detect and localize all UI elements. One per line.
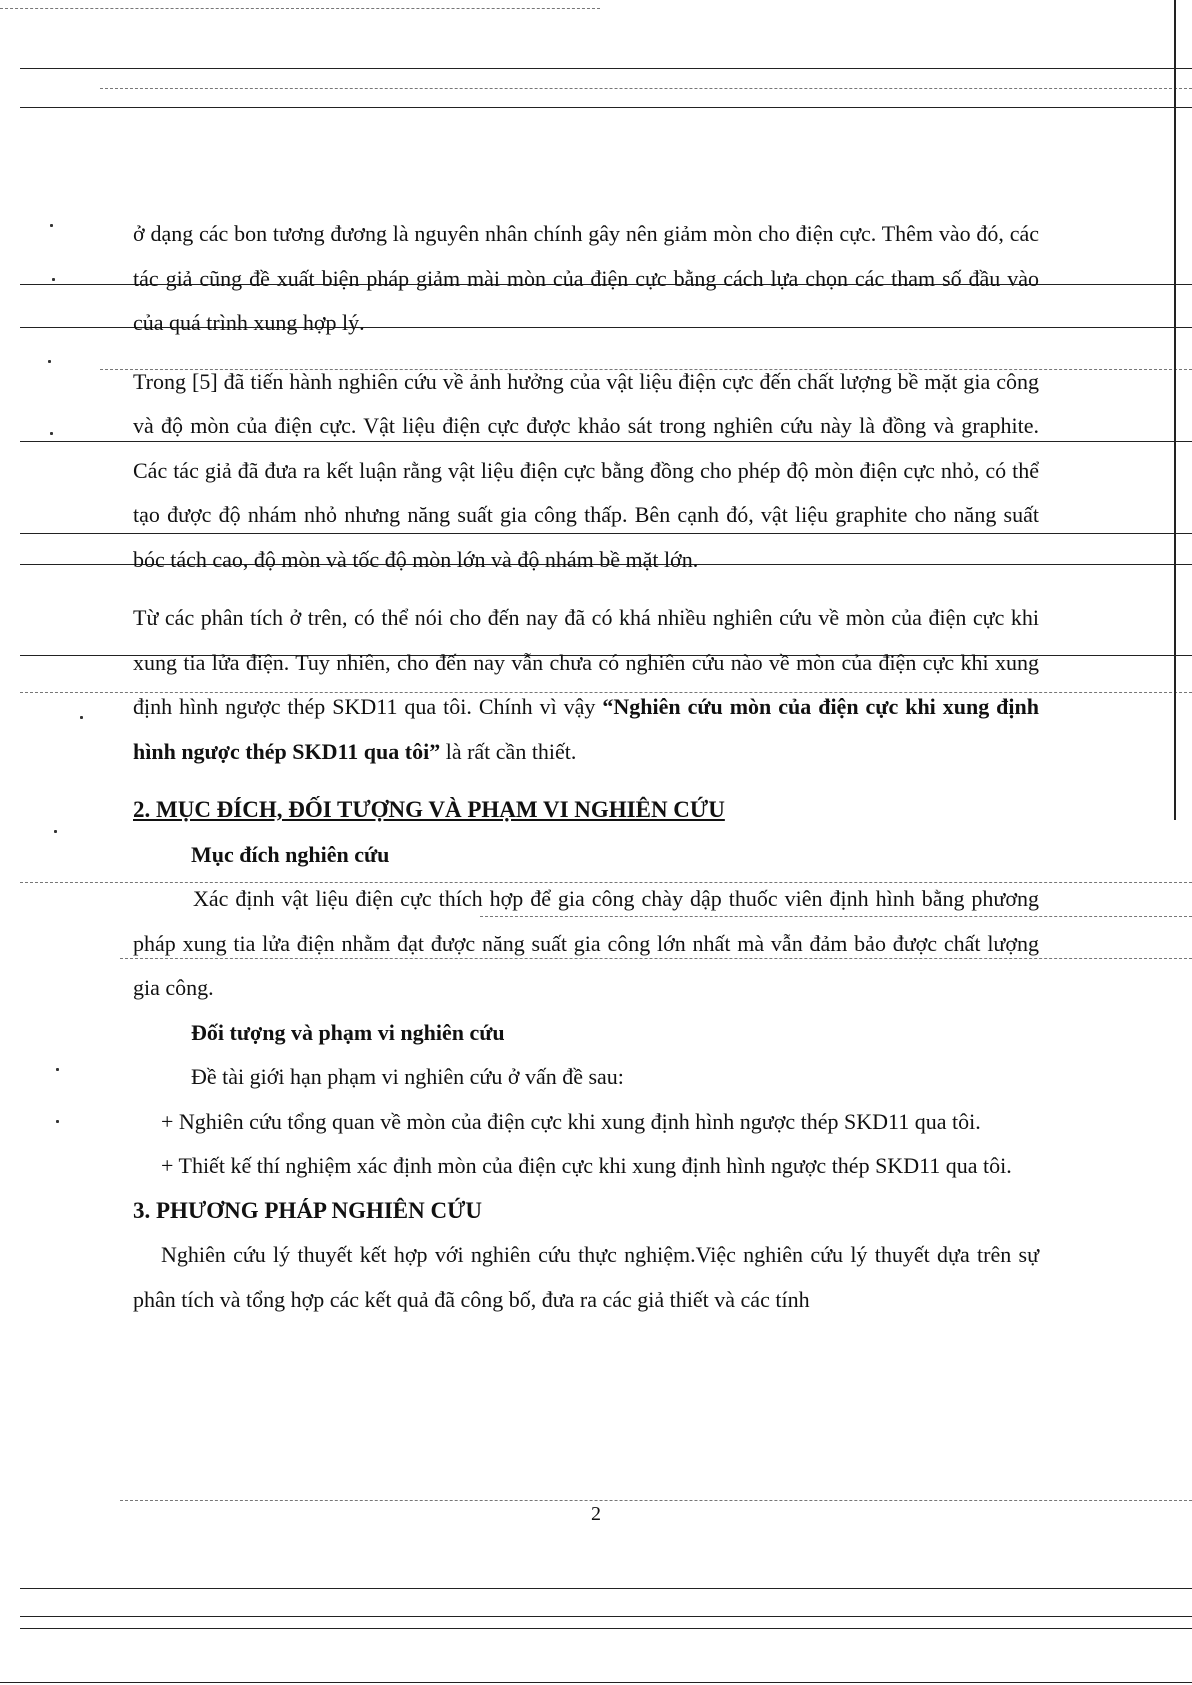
scan-speck	[50, 224, 53, 227]
section-heading-3: 3. PHƯƠNG PHÁP NGHIÊN CỨU	[133, 1197, 483, 1223]
document-body	[133, 212, 1039, 1322]
scan-artifact-line	[20, 107, 1192, 108]
scan-speck	[48, 360, 51, 363]
scope-item-1: + Nghiên cứu tổng quan về mòn của điện cực khi xung định hình ngược thép SKD11 qua tôi.	[161, 1108, 981, 1134]
scan-artifact-line	[20, 68, 1192, 69]
scan-artifact-line	[20, 1588, 1192, 1589]
scope-item-2: + Thiết kế thí nghiệm xác định mòn của điện cực khi xung định hình ngược thép SKD11 qua tôi.	[161, 1153, 1012, 1178]
paragraph-3	[133, 596, 1039, 774]
scan-speck	[56, 1068, 59, 1071]
paragraph-2: Trong [5] đã tiến hành nghiên cứu về ảnh hưởng của vật liệu điện cực đến chất lượng bề mặt gia công và độ mòn của điện cực. Vật liệu điện cực được khảo sát trong nghiên cứu này là đồng và graphite. Các tác giả đã đưa ra kết luận rằng vật liệu điện cực bằng đồng cho phép độ mòn điện cực nhỏ, có thể tạo được độ nhám nhỏ nhưng năng suất gia công thấp. Bên cạnh đó, vật liệu graphite cho năng suất bóc tách cao, độ mòn và tốc độ mòn lớn và độ nhám bề mặt lớn.	[133, 368, 1039, 572]
scan-speck	[56, 1120, 59, 1123]
subheading-purpose: Mục đích nghiên cứu	[191, 841, 390, 867]
paragraph-1: ở dạng các bon tương đương là nguyên nhân chính gây nên giảm mòn cho điện cực. Thêm vào đó, các tác giả cũng đề xuất biện pháp giảm mài mòn của điện cực bằng cách lựa chọn các tham số đầu vào của quá trình xung hợp lý.	[133, 221, 1039, 335]
paragraph-3-bold-title: “Nghiên cứu mòn của điện cực khi xung định hình ngược thép SKD11 qua tôi”	[133, 694, 1039, 764]
paragraph-3-tail: là rất cần thiết.	[440, 738, 577, 764]
subheading-scope: Đối tượng và phạm vi nghiên cứu	[191, 1019, 505, 1045]
scan-artifact-line	[120, 1500, 1192, 1501]
scope-intro: Đề tài giới hạn phạm vi nghiên cứu ở vấn đề sau:	[191, 1064, 624, 1089]
section-heading-2: 2. MỤC ĐÍCH, ĐỐI TƯỢNG VÀ PHẠM VI NGHIÊN CỨU	[133, 797, 725, 822]
scan-artifact-edge	[1174, 0, 1176, 820]
scan-artifact-line	[0, 8, 600, 9]
scan-artifact-line	[0, 1682, 1192, 1683]
scan-artifact-line	[20, 1616, 1192, 1617]
scan-artifact-line	[20, 1628, 1192, 1629]
scan-artifact-line	[100, 88, 1192, 89]
scan-speck	[54, 830, 57, 833]
scan-speck	[80, 716, 83, 719]
purpose-paragraph: Xác định vật liệu điện cực thích hợp để gia công chày dập thuốc viên định hình bằng phương pháp xung tia lửa điện nhằm đạt được năng suất gia công lớn nhất mà vẫn đảm bảo được chất lượng gia công.	[133, 886, 1039, 1000]
scan-speck	[52, 278, 55, 281]
method-paragraph: Nghiên cứu lý thuyết kết hợp với nghiên cứu thực nghiệm.Việc nghiên cứu lý thuyết dựa trên sự phân tích và tổng hợp các kết quả đã công bố, đưa ra các giả thiết và các tính	[133, 1242, 1039, 1312]
paragraph-3-text: Từ các phân tích ở trên, có thể nói cho đến nay đã có khá nhiều nghiên cứu về mòn của điện cực khi xung tia lửa điện. Tuy nhiên, cho đến nay vẫn chưa có nghiên cứu nào về mòn của điện cực khi xung định hình ngược thép SKD11 qua tôi. Chính vì vậy	[133, 605, 1039, 719]
page-number: 2	[591, 1503, 601, 1525]
scan-speck	[50, 432, 53, 435]
